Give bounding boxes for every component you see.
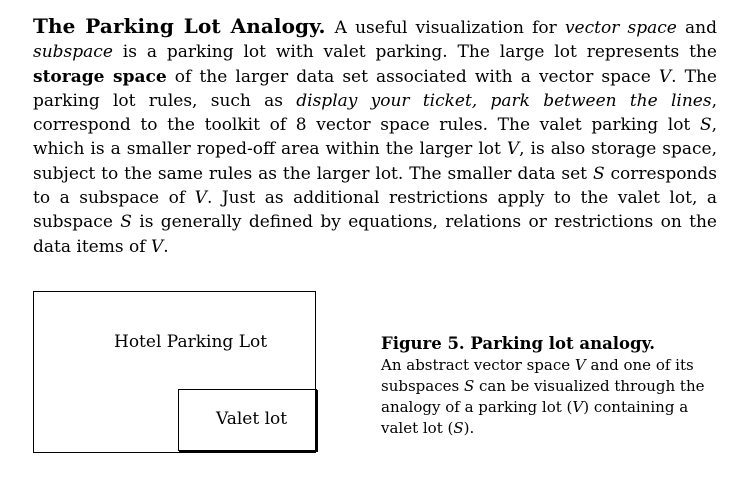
math-symbol-s: S [453, 419, 464, 437]
math-symbol-v: V [194, 188, 207, 209]
paragraph-text: of the larger data set associated with a vector space [166, 66, 659, 87]
paragraph-text: , correspond to the toolkit of 8 vector space rules. The valet parking lot [33, 90, 717, 136]
paragraph-text: and [676, 18, 717, 38]
paragraph-text: . Just as additional restrictions apply to the valet lot, a subspace [33, 188, 717, 233]
math-symbol-s: S [463, 377, 475, 395]
valet-lot-box [178, 389, 317, 451]
term-storage-space: storage space [33, 66, 167, 87]
math-symbol-s: S [120, 212, 132, 233]
math-symbol-s: S [592, 163, 605, 184]
valet-lot-label: Valet lot [216, 409, 288, 429]
paragraph-text: . [163, 236, 169, 257]
caption-text: can be visualized through the analogy of a parking lot ( [381, 377, 705, 416]
paragraph-text: is a parking lot with valet parking. The large lot represents the [112, 42, 717, 63]
caption-text: ) containing a valet lot ( [381, 398, 689, 437]
math-symbol-v: V [658, 66, 672, 87]
main-paragraph [33, 14, 717, 259]
figure-caption [381, 333, 717, 439]
math-symbol-v: V [506, 139, 520, 160]
paragraph-text: , is also storage space, subject to the same rules as the larger lot. The smaller data set [33, 139, 717, 184]
math-symbol-v: V [572, 398, 584, 416]
term-subspace: subspace [33, 42, 113, 63]
math-symbol-v: V [574, 356, 586, 374]
rules-examples: display your ticket, park between the lines [296, 90, 712, 111]
hotel-parking-lot-label: Hotel Parking Lot [114, 332, 268, 352]
paragraph-text: A useful visualization for [334, 18, 565, 38]
section-title: The Parking Lot Analogy. [33, 14, 326, 38]
math-symbol-s: S [699, 115, 712, 136]
math-symbol-v: V [150, 236, 164, 257]
caption-text: An abstract vector space [381, 356, 575, 374]
paragraph-text: is generally defined by equations, relations or restrictions on the data items of [33, 212, 717, 257]
paragraph-text: . The parking lot rules, such as [33, 66, 717, 111]
caption-text: and one of its subspaces [381, 356, 694, 395]
caption-heading: Figure 5. Parking lot analogy. [381, 334, 656, 353]
paragraph-text: corresponds to a subspace of [33, 163, 717, 209]
term-vector-space: vector space [564, 18, 677, 38]
caption-text: ). [463, 419, 475, 437]
paragraph-text: , which is a smaller roped-off area within the larger lot [33, 115, 717, 160]
